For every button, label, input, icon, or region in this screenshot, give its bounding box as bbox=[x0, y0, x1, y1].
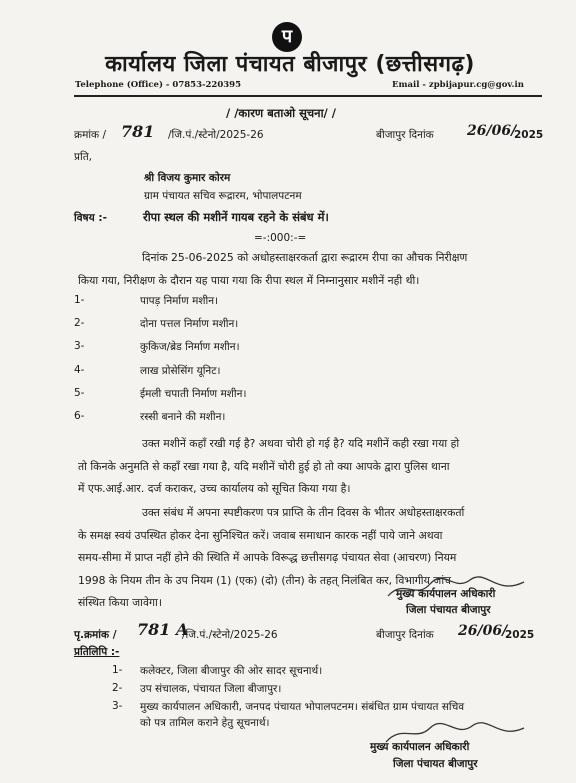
list-item-machine: लाख प्रोसेसिंग यूनिट। bbox=[140, 365, 221, 377]
question-line-2: तो किनके अनुमति से कहाँ रखा गया है, यदि मशीनें चोरी हुई हो तो क्या आपके द्वारा पुलिस थाना bbox=[78, 459, 450, 473]
email: Email - zpbijapur.cg@gov.in bbox=[392, 80, 524, 90]
place-date-label: बीजापुर दिनांक bbox=[376, 129, 434, 141]
copy-reference-prefix: पृ.क्रमांक / bbox=[74, 629, 117, 641]
intro-line-2: किया गया, निरीक्षण के दौरान यह पाया गया कि रीपा स्थल में निम्नानुसार मशीनें नही थी। bbox=[78, 273, 420, 287]
addressee-name: श्री विजय कुमार कोरम bbox=[144, 172, 231, 184]
subject-label: विषय :- bbox=[74, 212, 107, 224]
copy-item-text-continued: को पत्र तामिल कराने हेतु सूचनार्थ। bbox=[140, 717, 270, 729]
list-item-num: 3- bbox=[74, 340, 85, 352]
copy-reference-suffix: /जि.पं./स्टेनो/2025-26 bbox=[182, 629, 278, 641]
list-item-num: 5- bbox=[74, 387, 85, 399]
list-item-machine: कुकिज/ब्रेड निर्माण मशीन। bbox=[140, 341, 240, 353]
copy-label: प्रतिलिपि :- bbox=[74, 646, 120, 658]
reference-date: 26/06/ bbox=[467, 123, 517, 139]
copy-item-text: मुख्य कार्यपालन अधिकारी, जनपद पंचायत भोपालपटनम। संबंधित ग्राम पंचायत सचिव bbox=[140, 701, 465, 713]
list-item-machine: दोना पत्तल निर्माण मशीन। bbox=[140, 318, 239, 330]
signature-1-office: जिला पंचायत बीजापुर bbox=[406, 604, 491, 616]
signature-1-designation: मुख्य कार्यपालन अधिकारी bbox=[396, 588, 496, 600]
copy-reference-number: 781 A bbox=[137, 620, 189, 639]
warning-line-2: के समक्ष स्वयं उपस्थित होकर देना सुनिश्चित करें। जवाब समाधान कारक नहीं पाये जाने अथवा bbox=[78, 528, 443, 542]
telephone: Telephone (Office) - 07853-220395 bbox=[75, 80, 242, 90]
signature-2-designation: मुख्य कार्यपालन अधिकारी bbox=[370, 741, 470, 753]
notice-title: / /कारण बताओ सूचना/ / bbox=[226, 106, 336, 120]
copy-reference-date: 26/06/ bbox=[458, 623, 508, 639]
office-name: कार्यालय जिला पंचायत बीजापुर (छत्तीसगढ़) bbox=[105, 52, 475, 77]
copy-place-date-label: बीजापुर दिनांक bbox=[376, 629, 434, 641]
question-line-1: उक्त मशीनें कहाँ रखी गई है? अथवा चोरी हो गई है? यदि मशीनें कही रखा गया हो bbox=[142, 437, 460, 450]
list-item-machine: रस्सी बनाने की मशीन। bbox=[140, 411, 226, 423]
list-item-machine: ईमली चपाती निर्माण मशीन। bbox=[140, 388, 247, 400]
reference-suffix: /जि.पं./स्टेनो/2025-26 bbox=[168, 129, 264, 141]
signature-2-office: जिला पंचायत बीजापुर bbox=[393, 758, 478, 770]
reference-prefix: क्रमांक / bbox=[74, 129, 107, 141]
intro-paragraph bbox=[78, 247, 530, 292]
list-item-machine: पापड़ निर्माण मशीन। bbox=[140, 295, 219, 307]
reference-year: 2025 bbox=[514, 129, 544, 141]
list-item-num: 4- bbox=[74, 364, 85, 376]
copy-item-num: 1- bbox=[112, 664, 123, 676]
intro-line-1: दिनांक 25-06-2025 को अधोहस्ताक्षरकर्ता द्वारा रूद्रारम रीपा का औचक निरीक्षण bbox=[142, 251, 468, 264]
header-rule bbox=[74, 95, 542, 97]
to-label: प्रति, bbox=[74, 151, 93, 163]
question-paragraph bbox=[78, 433, 530, 501]
list-item-num: 2- bbox=[74, 317, 85, 329]
panchayat-logo: प bbox=[272, 22, 302, 52]
addressee-designation: ग्राम पंचायत सचिव रूद्रारम, भोपालपटनम bbox=[144, 190, 302, 202]
copy-item-num: 3- bbox=[112, 700, 123, 712]
separator: =-:000:-= bbox=[254, 232, 307, 244]
list-item-num: 1- bbox=[74, 294, 85, 306]
warning-line-1: उक्त संबंध में अपना स्पष्टीकरण पत्र प्राप्ति के तीन दिवस के भीतर अधोहस्ताक्षरकर्ता bbox=[142, 506, 465, 519]
copy-item-text: कलेक्टर, जिला बीजापुर की ओर सादर सूचनार्थ। bbox=[140, 665, 323, 677]
copy-reference-year: 2025 bbox=[505, 629, 535, 641]
question-line-3: में एफ.आई.आर. दर्ज कराकर, उच्च कार्यालय को सूचित किया गया है। bbox=[78, 482, 351, 495]
warning-line-4: 1998 के नियम तीन के उप नियम (1) (एक) (दो) (तीन) के तहत् निलंबित कर, विभागीय जांच bbox=[78, 573, 451, 587]
copy-item-num: 2- bbox=[112, 682, 123, 694]
copy-item-text: उप संचालक, पंचायत जिला बीजापुर। bbox=[140, 683, 282, 695]
warning-line-3: समय-सीमा में प्राप्त नहीं होने की स्थिति में आपके विरूद्ध छत्तीसगढ़ पंचायत सेवा (आचरण) नियम bbox=[78, 551, 457, 564]
list-item-num: 6- bbox=[74, 410, 85, 422]
reference-number: 781 bbox=[121, 122, 155, 141]
warning-line-5: संस्थित किया जावेगा। bbox=[78, 596, 162, 609]
subject-text: रीपा स्थल की मशीनें गायब रहने के संबंध में। bbox=[143, 210, 329, 224]
